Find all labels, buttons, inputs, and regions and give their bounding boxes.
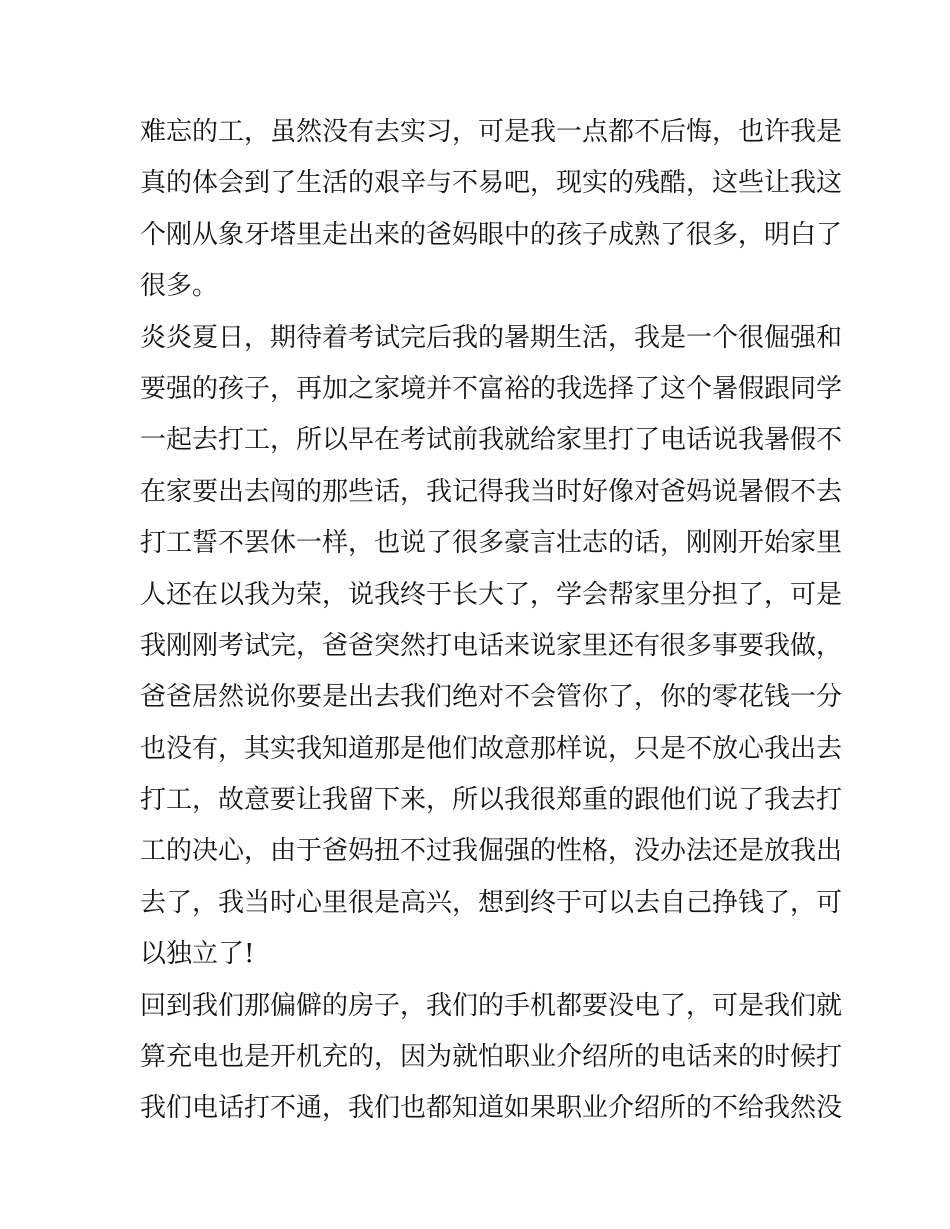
text-line: 回到我们那偏僻的房子，我们的手机都要没电了，可是我们就	[140, 990, 843, 1021]
text-line: 个刚从象牙塔里走出来的爸妈眼中的孩子成熟了很多，明白了	[140, 219, 843, 250]
text-line: 工的决心，由于爸妈扭不过我倔强的性格，没办法还是放我出	[140, 836, 843, 867]
text-line: 以独立了!	[140, 939, 255, 970]
text-line: 人还在以我为荣，说我终于长大了，学会帮家里分担了，可是	[140, 579, 843, 610]
text-line: 难忘的工，虽然没有去实习，可是我一点都不后悔，也许我是	[140, 117, 843, 147]
text-line: 很多。	[140, 271, 219, 302]
text-line: 我刚刚考试完，爸爸突然打电话来说家里还有很多事要我做，	[140, 630, 843, 661]
text-line: 炎炎夏日，期待着考试完后我的暑期生活，我是一个很倔强和	[140, 322, 843, 353]
text-line: 在家要出去闯的那些话，我记得我当时好像对爸妈说暑假不去	[140, 476, 843, 507]
text-line: 我们电话打不通，我们也都知道如果职业介绍所的不给我然没	[140, 1093, 843, 1124]
text-line: 去了，我当时心里很是高兴，想到终于可以去自己挣钱了，可	[140, 887, 843, 918]
text-line: 也没有，其实我知道那是他们故意那样说，只是不放心我出去	[140, 733, 843, 764]
text-line: 打工，故意要让我留下来，所以我很郑重的跟他们说了我去打	[140, 785, 843, 816]
text-line: 要强的孩子，再加之家境并不富裕的我选择了这个暑假跟同学	[140, 373, 843, 404]
text-line: 爸爸居然说你要是出去我们绝对不会管你了，你的零花钱一分	[140, 682, 843, 713]
text-line: 真的体会到了生活的艰辛与不易吧，现实的残酷，这些让我这	[140, 168, 843, 199]
text-line: 一起去打工，所以早在考试前我就给家里打了电话说我暑假不	[140, 425, 843, 456]
text-line: 打工誓不罢休一样，也说了很多豪言壮志的话，刚刚开始家里	[140, 528, 843, 559]
body-text	[140, 107, 843, 1135]
text-line: 算充电也是开机充的，因为就怕职业介绍所的电话来的时候打	[140, 1042, 843, 1073]
